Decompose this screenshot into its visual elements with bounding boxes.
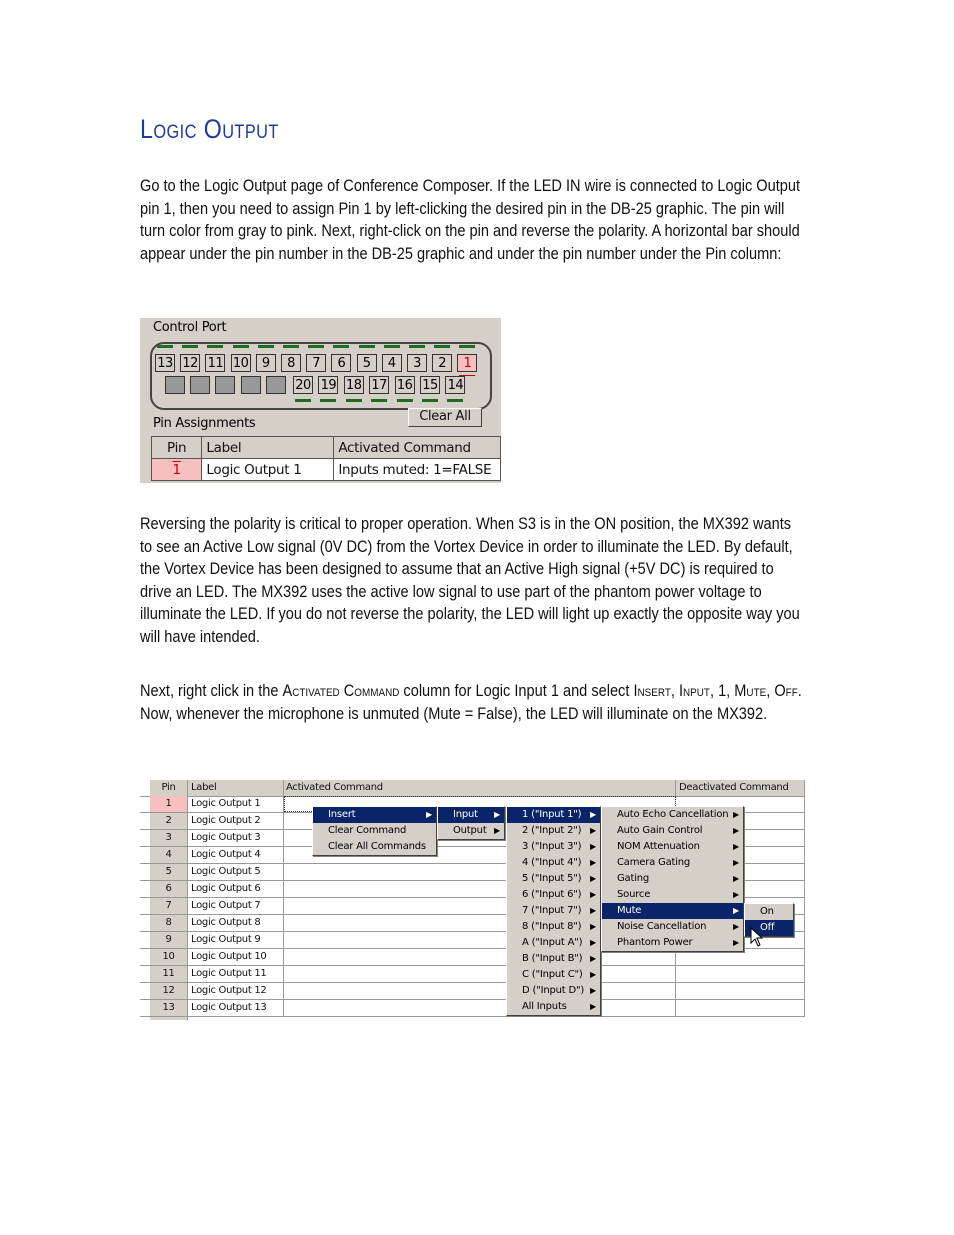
menu-item[interactable] xyxy=(602,823,743,839)
label-cell[interactable]: Logic Output 8 xyxy=(188,915,284,931)
menu-item[interactable] xyxy=(602,887,743,903)
menu-item-label: On xyxy=(760,906,774,917)
text-run: column for Logic Input 1 and select xyxy=(399,682,634,700)
db25-pin-unused[interactable] xyxy=(190,376,210,394)
pin-cell[interactable]: 2 xyxy=(150,813,188,829)
polarity-bar xyxy=(157,345,173,348)
label-header: Label xyxy=(202,437,334,459)
pin-cell[interactable]: 1 xyxy=(150,796,188,812)
polarity-bar xyxy=(283,345,299,348)
menu-item-label: Camera Gating xyxy=(617,857,691,868)
menu-item-label: 3 ("Input 3") xyxy=(522,841,582,852)
pin-cell[interactable]: 9 xyxy=(150,932,188,948)
db25-pin[interactable]: 6 xyxy=(331,354,351,372)
db25-pin[interactable]: 19 xyxy=(318,376,338,394)
submenu-arrow-icon: ▶ xyxy=(590,810,596,819)
menu-item[interactable] xyxy=(507,967,600,983)
menu-item[interactable] xyxy=(507,871,600,887)
deactivated-command-header: Deactivated Command xyxy=(676,780,805,796)
label-cell[interactable]: Logic Output 4 xyxy=(188,847,284,863)
polarity-bar xyxy=(384,345,400,348)
db25-pin[interactable]: 18 xyxy=(344,376,364,394)
menu-item[interactable] xyxy=(602,919,743,935)
menu-item-label: Auto Gain Control xyxy=(617,825,703,836)
submenu-arrow-icon: ▶ xyxy=(733,842,739,851)
pin-cell[interactable]: 4 xyxy=(150,847,188,863)
label-cell[interactable]: Logic Output 13 xyxy=(188,1000,284,1016)
polarity-bar xyxy=(397,399,413,402)
menu-item[interactable] xyxy=(507,951,600,967)
polarity-bar xyxy=(447,399,463,402)
menu-item-label: Output xyxy=(453,825,487,836)
grid-header-row xyxy=(140,780,805,797)
deactivated-command-cell[interactable] xyxy=(676,1000,805,1016)
pin-cell[interactable]: 10 xyxy=(150,949,188,965)
menu-item[interactable] xyxy=(507,887,600,903)
db25-pin-unused[interactable] xyxy=(241,376,261,394)
label-cell[interactable]: Logic Output 11 xyxy=(188,966,284,982)
submenu-arrow-icon: ▶ xyxy=(733,890,739,899)
menu-item-insert[interactable] xyxy=(313,807,436,823)
db25-pin[interactable]: 17 xyxy=(369,376,389,394)
polarity-bar xyxy=(182,345,198,348)
menu-item-label: 7 ("Input 7") xyxy=(522,905,582,916)
submenu-arrow-icon: ▶ xyxy=(733,874,739,883)
menu-item[interactable] xyxy=(602,903,743,919)
pin-cell[interactable]: 7 xyxy=(150,898,188,914)
table-row-partial xyxy=(140,1017,805,1020)
menu-item-clear-all-commands[interactable] xyxy=(313,839,436,855)
db25-pin[interactable]: 7 xyxy=(306,354,326,372)
db25-pin[interactable]: 10 xyxy=(231,354,251,372)
polarity-bar xyxy=(258,345,274,348)
table-header-row xyxy=(152,437,501,459)
table-row[interactable] xyxy=(140,966,805,983)
submenu-arrow-icon: ▶ xyxy=(733,858,739,867)
menu-item-label: Phantom Power xyxy=(617,937,693,948)
menu-item-label: B ("Input B") xyxy=(522,953,583,964)
activated-command-cell[interactable] xyxy=(284,966,676,982)
text-run: , xyxy=(670,682,679,700)
db25-pin-unused[interactable] xyxy=(215,376,235,394)
menu-item[interactable] xyxy=(602,855,743,871)
submenu-arrow-icon: ▶ xyxy=(733,938,739,947)
section-heading: Logic Output xyxy=(140,114,279,144)
menu-item-label: Clear All Commands xyxy=(328,841,426,852)
db25-pin[interactable]: 5 xyxy=(357,354,377,372)
label-cell[interactable]: Logic Output 12 xyxy=(188,983,284,999)
label-cell[interactable]: Logic Output 10 xyxy=(188,949,284,965)
submenu-arrow-icon: ▶ xyxy=(590,954,596,963)
label-cell[interactable]: Logic Output 1 xyxy=(202,459,334,481)
pin-cell[interactable]: 8 xyxy=(150,915,188,931)
table-row[interactable] xyxy=(140,1000,805,1017)
control-port-label: Control Port xyxy=(153,320,227,335)
submenu-arrow-icon: ▶ xyxy=(590,858,596,867)
paragraph-3 xyxy=(140,680,806,725)
submenu-arrow-icon: ▶ xyxy=(494,826,500,835)
activated-command-header: Activated Command xyxy=(284,780,676,796)
pin-assignments-table xyxy=(151,436,501,481)
text-run: . Now, whenever the microphone is unmuted (Mute = False), the LED will illuminate on the MX392. xyxy=(140,682,802,723)
small-caps-run: Input xyxy=(678,682,710,700)
small-caps-run: Activated Command xyxy=(282,682,400,700)
activated-command-cell[interactable] xyxy=(284,983,676,999)
deactivated-command-cell[interactable] xyxy=(676,966,805,982)
small-caps-run: Mute xyxy=(734,682,767,700)
menu-item[interactable] xyxy=(602,871,743,887)
menu-item[interactable] xyxy=(507,839,600,855)
menu-item-label: D ("Input D") xyxy=(522,985,585,996)
pin-cell[interactable]: 13 xyxy=(150,1000,188,1016)
menu-item-label: Off xyxy=(760,922,775,933)
menu-item-label: Auto Echo Cancellation xyxy=(617,809,729,820)
paragraph-1: Go to the Logic Output page of Conference Composer. If the LED IN wire is connected to Logic Output pin 1, then you need to assign Pin 1 by left-clicking the desired pin in the DB-25 graphic. The pin will turn color from gray to pink. Next, right-click on the pin and reverse the polarity. A horizontal bar should appear under the pin number in the DB-25 graphic and under the pin number under the Pin column: xyxy=(140,177,801,263)
db25-pin-unused[interactable] xyxy=(266,376,286,394)
small-caps-run: Off xyxy=(774,682,798,700)
submenu-arrow-icon: ▶ xyxy=(590,970,596,979)
submenu-arrow-icon: ▶ xyxy=(733,826,739,835)
menu-item[interactable] xyxy=(602,935,743,951)
menu-item-label: 2 ("Input 2") xyxy=(522,825,582,836)
input-submenu xyxy=(506,806,601,1016)
label-cell[interactable]: Logic Output 6 xyxy=(188,881,284,897)
menu-item-label: A ("Input A") xyxy=(522,937,583,948)
menu-item[interactable] xyxy=(507,807,600,823)
menu-item-label: 6 ("Input 6") xyxy=(522,889,582,900)
submenu-arrow-icon: ▶ xyxy=(590,874,596,883)
menu-item-label: All Inputs xyxy=(522,1001,567,1012)
submenu-arrow-icon: ▶ xyxy=(590,986,596,995)
db25-pin[interactable]: 12 xyxy=(180,354,200,372)
label-cell[interactable]: Logic Output 5 xyxy=(188,864,284,880)
polarity-bar xyxy=(207,345,223,348)
pin-cell[interactable]: 6 xyxy=(150,881,188,897)
db25-pin[interactable]: 3 xyxy=(407,354,427,372)
submenu-arrow-icon: ▶ xyxy=(733,906,739,915)
table-row[interactable] xyxy=(152,459,501,481)
submenu-arrow-icon: ▶ xyxy=(590,906,596,915)
menu-item-clear-command[interactable] xyxy=(313,823,436,839)
menu-item-label: 8 ("Input 8") xyxy=(522,921,582,932)
menu-item-label: 1 ("Input 1") xyxy=(522,809,582,820)
submenu-arrow-icon: ▶ xyxy=(494,810,500,819)
menu-item-label: Input xyxy=(453,809,478,820)
label-cell[interactable]: Logic Output 2 xyxy=(188,813,284,829)
context-menu-figure xyxy=(140,777,805,1020)
menu-item-label: Gating xyxy=(617,873,650,884)
menu-item-label: Clear Command xyxy=(328,825,407,836)
text-run: , xyxy=(766,682,775,700)
submenu-arrow-icon: ▶ xyxy=(590,890,596,899)
polarity-bar xyxy=(320,399,336,402)
polarity-bar xyxy=(346,399,362,402)
polarity-bar xyxy=(434,345,450,348)
db25-pin[interactable]: 14 xyxy=(445,376,465,394)
db25-pin[interactable]: 8 xyxy=(281,354,301,372)
insert-submenu xyxy=(437,806,505,840)
deactivated-command-cell[interactable] xyxy=(676,983,805,999)
polarity-bar xyxy=(333,345,349,348)
db25-pin[interactable]: 16 xyxy=(395,376,415,394)
submenu-arrow-icon: ▶ xyxy=(733,922,739,931)
submenu-arrow-icon: ▶ xyxy=(590,1002,596,1011)
polarity-bar xyxy=(359,345,375,348)
label-cell[interactable]: Logic Output 7 xyxy=(188,898,284,914)
menu-item[interactable] xyxy=(507,999,600,1015)
text-run: Next, right click in the xyxy=(140,682,283,700)
pin-cell[interactable]: 3 xyxy=(150,830,188,846)
text-run: , 1, xyxy=(709,682,735,700)
activated-command-cell[interactable] xyxy=(284,1000,676,1016)
menu-item-label: Insert xyxy=(328,809,356,820)
menu-item-label: 4 ("Input 4") xyxy=(522,857,582,868)
db25-pin[interactable]: 13 xyxy=(155,354,175,372)
polarity-bar xyxy=(295,399,311,402)
pin-header: Pin xyxy=(150,780,188,796)
label-cell[interactable]: Logic Output 1 xyxy=(188,796,284,812)
submenu-arrow-icon: ▶ xyxy=(590,922,596,931)
menu-item[interactable] xyxy=(745,904,793,920)
pin-cell[interactable]: 12 xyxy=(150,983,188,999)
menu-item[interactable] xyxy=(507,823,600,839)
menu-item[interactable] xyxy=(507,935,600,951)
menu-item[interactable] xyxy=(602,807,743,823)
menu-item[interactable] xyxy=(507,983,600,999)
label-cell[interactable]: Logic Output 9 xyxy=(188,932,284,948)
table-row[interactable] xyxy=(140,983,805,1000)
db25-pin[interactable]: 2 xyxy=(432,354,452,372)
submenu-arrow-icon: ▶ xyxy=(590,842,596,851)
db25-pin[interactable]: 11 xyxy=(205,354,225,372)
db25-pin[interactable]: 1 xyxy=(457,354,477,372)
pin-assignments-label: Pin Assignments xyxy=(153,416,256,431)
menu-item[interactable] xyxy=(507,903,600,919)
submenu-arrow-icon: ▶ xyxy=(590,826,596,835)
pin-cell[interactable]: 1 xyxy=(152,459,202,481)
submenu-arrow-icon: ▶ xyxy=(733,810,739,819)
pin-cell[interactable]: 5 xyxy=(150,864,188,880)
menu-item-label: Source xyxy=(617,889,651,900)
menu-item-output[interactable] xyxy=(438,823,504,839)
polarity-bar xyxy=(422,399,438,402)
pin-cell[interactable]: 11 xyxy=(150,966,188,982)
menu-item[interactable] xyxy=(602,839,743,855)
menu-item-label: Mute xyxy=(617,905,642,916)
menu-item[interactable] xyxy=(507,919,600,935)
db25-pin[interactable]: 15 xyxy=(420,376,440,394)
small-caps-run: Insert xyxy=(633,682,671,700)
input-1-submenu xyxy=(601,806,744,952)
db25-pin-unused[interactable] xyxy=(165,376,185,394)
polarity-bar xyxy=(409,345,425,348)
context-menu xyxy=(312,806,437,856)
submenu-arrow-icon: ▶ xyxy=(590,938,596,947)
db25-pin[interactable]: 9 xyxy=(256,354,276,372)
pin-header: Pin xyxy=(152,437,202,459)
submenu-arrow-icon: ▶ xyxy=(426,810,432,819)
polarity-bar xyxy=(459,345,475,348)
control-port-figure xyxy=(140,318,501,483)
menu-item[interactable] xyxy=(507,855,600,871)
menu-item-label: C ("Input C") xyxy=(522,969,583,980)
polarity-bar xyxy=(308,345,324,348)
mouse-cursor-icon xyxy=(750,927,764,947)
label-header: Label xyxy=(188,780,284,796)
clear-all-button[interactable]: Clear All xyxy=(408,408,482,427)
pin-cell xyxy=(150,1017,188,1020)
menu-item-label: 5 ("Input 5") xyxy=(522,873,582,884)
activated-command-header: Activated Command xyxy=(334,437,501,459)
db25-pin[interactable]: 4 xyxy=(382,354,402,372)
db25-pin[interactable]: 20 xyxy=(293,376,313,394)
menu-item-label: Noise Cancellation xyxy=(617,921,707,932)
menu-item-label: NOM Attenuation xyxy=(617,841,700,852)
label-cell[interactable]: Logic Output 3 xyxy=(188,830,284,846)
activated-command-cell[interactable]: Inputs muted: 1=FALSE xyxy=(334,459,501,481)
polarity-bar xyxy=(233,345,249,348)
menu-item-input[interactable] xyxy=(438,807,504,823)
paragraph-2: Reversing the polarity is critical to proper operation. When S3 is in the ON position, the MX392 wants to see an Active Low signal (0V DC) from the Vortex Device in order to illuminate the LED. By default, the Vortex Device has been designed to assume that an Active High signal (+5V DC) is required to drive an LED. The MX392 uses the active low signal to use part of the phantom power voltage to illuminate the LED. If you do not reverse the polarity, the LED will light up exactly the opposite way you will have intended. xyxy=(140,515,800,646)
polarity-bar xyxy=(371,399,387,402)
